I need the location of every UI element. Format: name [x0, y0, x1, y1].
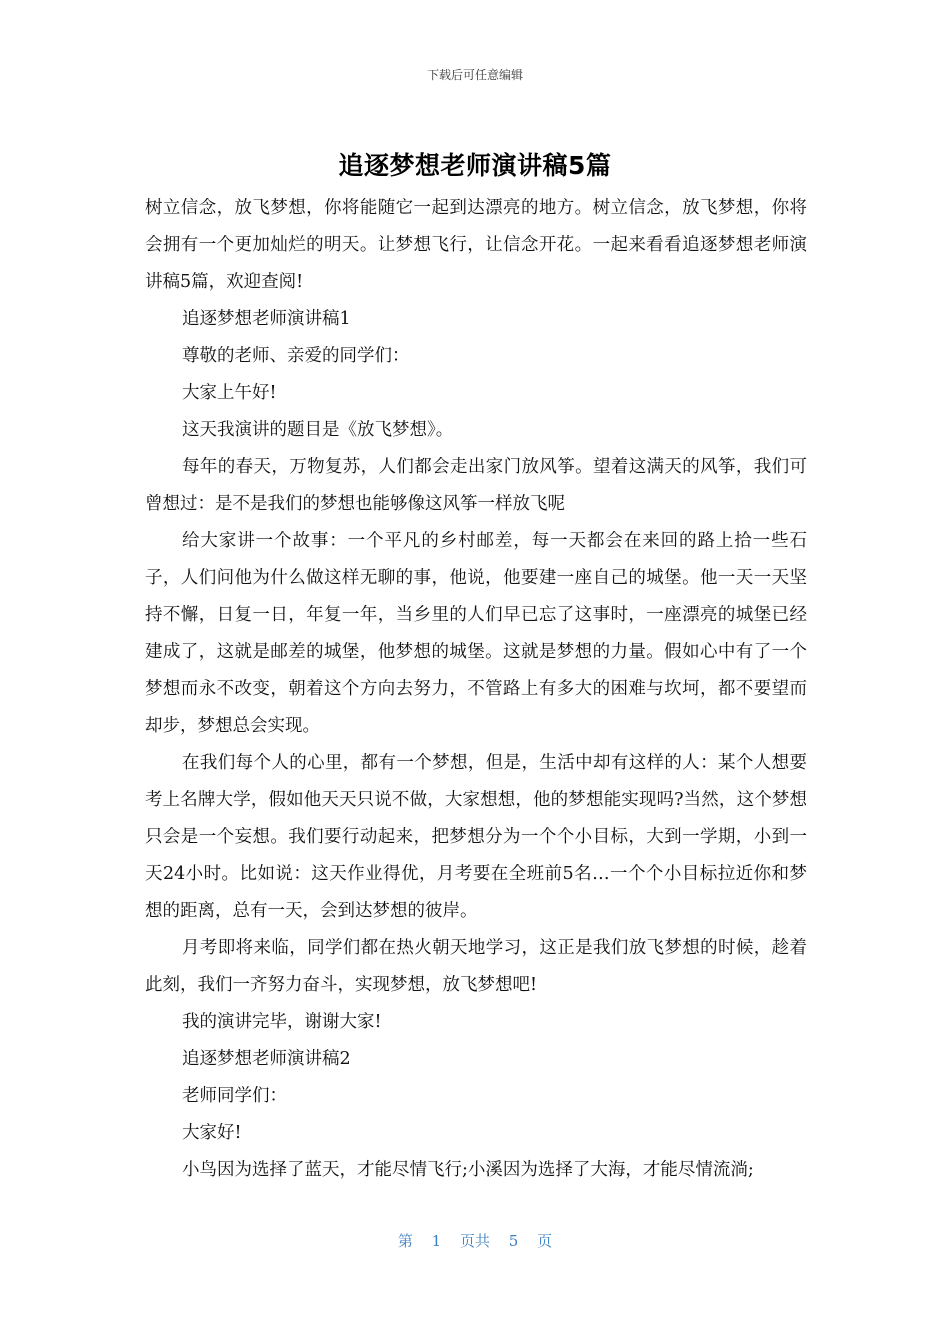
paragraph: 每年的春天，万物复苏，人们都会走出家门放风筝。望着这满天的风筝，我们可曾想过：是不是我们的梦想也能够像这风筝一样放飞呢	[145, 457, 807, 514]
page-number-footer: 第 1 页共 5 页	[397, 1232, 553, 1250]
paragraph: 大家好!	[182, 1123, 242, 1143]
paragraph: 老师同学们：	[182, 1086, 287, 1106]
paragraph: 大家上午好!	[182, 383, 277, 403]
document-body	[145, 190, 807, 1189]
header-note: 下载后可任意编辑	[426, 68, 523, 82]
paragraph: 在我们每个人的心里，都有一个梦想，但是，生活中却有这样的人：某个人想要考上名牌大学，假如他天天只说不做，大家想想，他的梦想能实现吗?当然，这个梦想只会是一个妄想。我们要行动起来，把梦想分为一个个小目标，大到一学期，小到一天24小时。比如说：这天作业得优，月考要在全班前5名…一个个小目标拉近你和梦想的距离，总有一天，会到达梦想的彼岸。	[145, 753, 807, 921]
paragraph: 树立信念，放飞梦想，你将能随它一起到达漂亮的地方。树立信念，放飞梦想，你将会拥有一个更加灿烂的明天。让梦想飞行，让信念开花。一起来看看追逐梦想老师演讲稿5篇，欢迎查阅!	[145, 198, 807, 292]
paragraph: 尊敬的老师、亲爱的同学们：	[182, 346, 410, 366]
paragraph: 这天我演讲的题目是《放飞梦想》。	[182, 420, 454, 440]
paragraph: 小鸟因为选择了蓝天，才能尽情飞行;小溪因为选择了大海，才能尽情流淌;	[182, 1160, 754, 1180]
section-heading: 追逐梦想老师演讲稿1	[182, 309, 351, 329]
section-heading: 追逐梦想老师演讲稿2	[182, 1049, 351, 1069]
paragraph: 我的演讲完毕，谢谢大家!	[182, 1012, 382, 1032]
paragraph: 月考即将来临，同学们都在热火朝天地学习，这正是我们放飞梦想的时候，趁着此刻，我们一齐努力奋斗，实现梦想，放飞梦想吧!	[145, 938, 807, 995]
document-title: 追逐梦想老师演讲稿5篇	[338, 151, 612, 180]
paragraph: 给大家讲一个故事：一个平凡的乡村邮差，每一天都会在来回的路上拾一些石子，人们问他为什么做这样无聊的事，他说，他要建一座自己的城堡。他一天一天坚持不懈，日复一日，年复一年，当乡里的人们早已忘了这事时，一座漂亮的城堡已经建成了，这就是邮差的城堡，他梦想的城堡。这就是梦想的力量。假如心中有了一个梦想而永不改变，朝着这个方向去努力，不管路上有多大的困难与坎坷，都不要望而却步，梦想总会实现。	[145, 531, 807, 736]
